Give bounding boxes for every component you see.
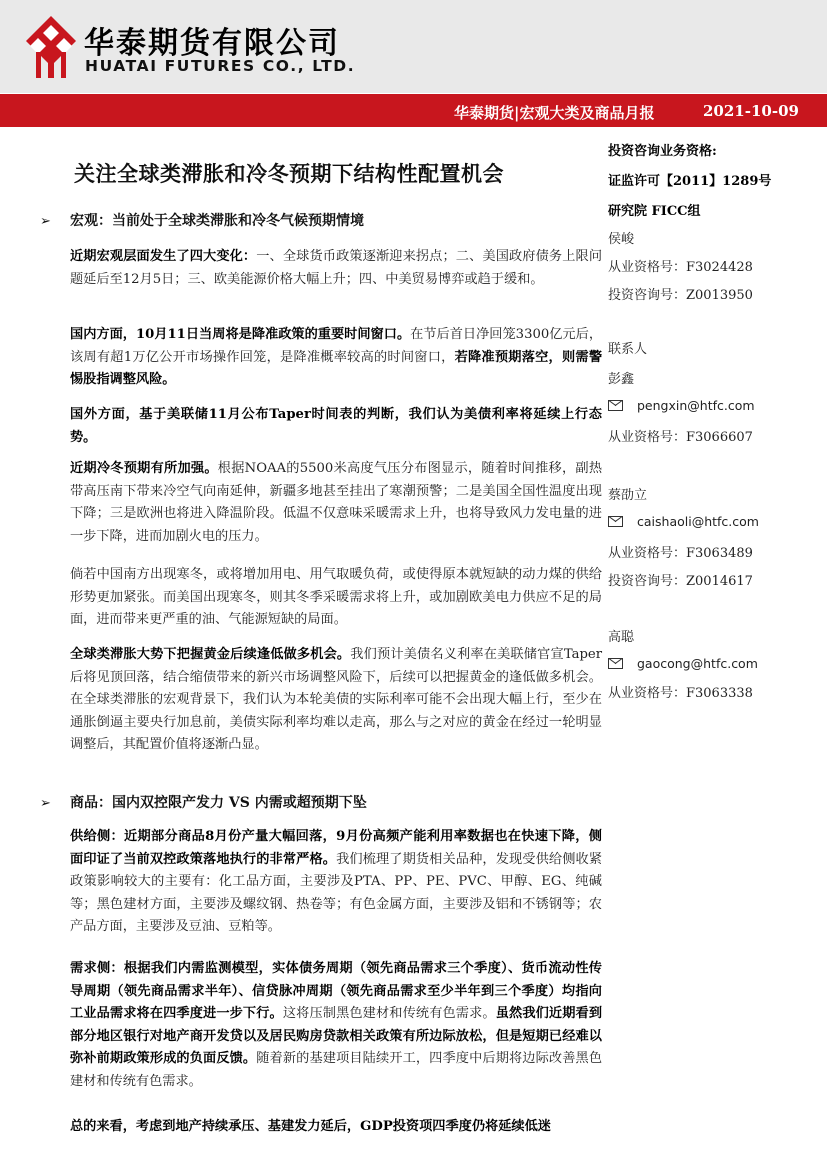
license-number: 证监许可【2011】1289号 (608, 174, 772, 189)
paragraph: 需求侧：根据我们内需监测模型，实体债务周期（领先商品需求三个季度）、货币流动性传导周期（领先商品需求半年）、信贷脉冲周期（领先商品需求至少半年到三个季度）均指向工业品需求将在四季度进一步下行。这将压制黑色建材和传统有色需求。虽然我们近期看到部分地区银行对地产商开发贷以及居民购房贷款相关政策有所边际放松，但是短期已经难以弥补前期政策形成的负面反馈。随着新的基建项目陆续开工，四季度中后期将边际改善黑色建材和传统有色需求。 (70, 961, 603, 1089)
contact-cert: 从业资格号：F3063338 (608, 686, 753, 701)
mail-icon (608, 658, 623, 669)
qualification-title: 投资咨询业务资格: (608, 144, 717, 159)
department: 研究院 FICC组 (608, 204, 701, 219)
paragraph: 倘若中国南方出现寒冬，或将增加用电、用气取暖负荷，或使得原本就短缺的动力煤的供给形势更加紧张。而美国出现寒冬，则其冬季采暖需求将上升，或加剧欧美电力供应不足的局面，进而带来更严重的油、气能源短缺的局面。 (70, 567, 602, 628)
paragraph: 近期冷冬预期有所加强。根据NOAA的5500米高度气压分布图显示，随着时间推移，副热带高压南下带来冷空气向南延伸，新疆多地甚至挂出了寒潮预警；二是美国全国性温度出现下降；三是欧洲也将进入降温阶段。低温不仅意味采暖需求上升，也将导致风力发电量的进一步下降，进而加剧火电的压力。 (70, 461, 603, 544)
report-date: 2021-10-09 (703, 102, 799, 120)
contact-advisory: 投资咨询号：Z0014617 (608, 574, 753, 589)
bullet-arrow-icon: ➢ (40, 796, 51, 811)
paragraph: 国外方面，基于美联储11月公布Taper时间表的判断，我们认为美债利率将延续上行态势。 (70, 407, 602, 445)
contact-cert: 从业资格号：F3063489 (608, 546, 753, 561)
contact-name: 高聪 (608, 630, 635, 645)
contact-email[interactable]: caishaoli@htfc.com (608, 514, 759, 529)
contact-name: 彭鑫 (608, 372, 635, 387)
mail-icon (608, 400, 623, 411)
contact-email[interactable]: gaocong@htfc.com (608, 656, 758, 671)
paragraph: 总的来看，考虑到地产持续承压、基建发力延后，GDP投资项四季度仍将延续低迷 (70, 1119, 551, 1134)
analyst-advisory: 投资咨询号：Z0013950 (608, 288, 753, 303)
contact-email[interactable]: pengxin@htfc.com (608, 398, 755, 413)
paragraph: 国内方面，10月11日当周将是降准政策的重要时间窗口。在节后首日净回笼3300亿元后，该周有超1万亿公开市场操作回笼，是降准概率较高的时间窗口，若降准预期落空，则需警惕股指调整风险。 (70, 327, 603, 388)
contact-name: 蔡劭立 (608, 488, 648, 503)
page-title: 关注全球类滞胀和冷冬预期下结构性配置机会 (74, 161, 504, 186)
mail-icon (608, 516, 623, 527)
contact-cert: 从业资格号：F3066607 (608, 430, 753, 445)
huatai-logo-icon (26, 16, 76, 78)
brand-name-cn: 华泰期货有限公司 (84, 26, 340, 61)
paragraph: 全球类滞胀大势下把握黄金后续逢低做多机会。我们预计美债名义利率在美联储官宣Taper后将见顶回落，结合缩债带来的新兴市场调整风险下，后续可以把握黄金的逢低做多机会。在全球类滞胀的宏观背景下，我们认为本轮美债的实际利率可能不会出现大幅上行，至少在通胀倒逼主要央行加息前，美债实际利率均难以走高，那么与之对应的黄金在经过一轮明显调整后，其配置价值将逐渐凸显。 (70, 647, 603, 753)
bullet-arrow-icon: ➢ (40, 214, 51, 229)
analyst-name: 侯峻 (608, 232, 635, 247)
brand-name-en: HUATAI FUTURES CO., LTD. (85, 57, 356, 75)
section-heading-commodity: ➢ 商品：国内双控限产发力 VS 内需或超预期下坠 (40, 795, 367, 811)
paragraph: 供给侧：近期部分商品8月份产量大幅回落，9月份高频产能利用率数据也在快速下降，侧面印证了当前双控政策落地执行的非常严格。我们梳理了期货相关品种，发现受供给侧收紧政策影响较大的主要有：化工品方面，主要涉及PTA、PP、PE、PVC、甲醇、EG、纯碱等；黑色建材方面，主要涉及螺纹钢、热卷等；有色金属方面，主要涉及铝和不锈钢等；农产品方面，主要涉及豆油、豆粕等。 (70, 829, 603, 935)
section-heading-macro: ➢ 宏观：当前处于全球类滞胀和冷冬气候预期情境 (40, 213, 364, 229)
report-label: 华泰期货|宏观大类及商品月报 (454, 104, 655, 122)
analyst-cert: 从业资格号：F3024428 (608, 260, 753, 275)
report-banner (0, 94, 827, 127)
contact-title: 联系人 (608, 342, 648, 357)
paragraph: 近期宏观层面发生了四大变化：一、全球货币政策逐渐迎来拐点；二、美国政府债务上限问题延后至12月5日；三、欧美能源价格大幅上升；四、中美贸易博弈或趋于缓和。 (70, 249, 603, 287)
